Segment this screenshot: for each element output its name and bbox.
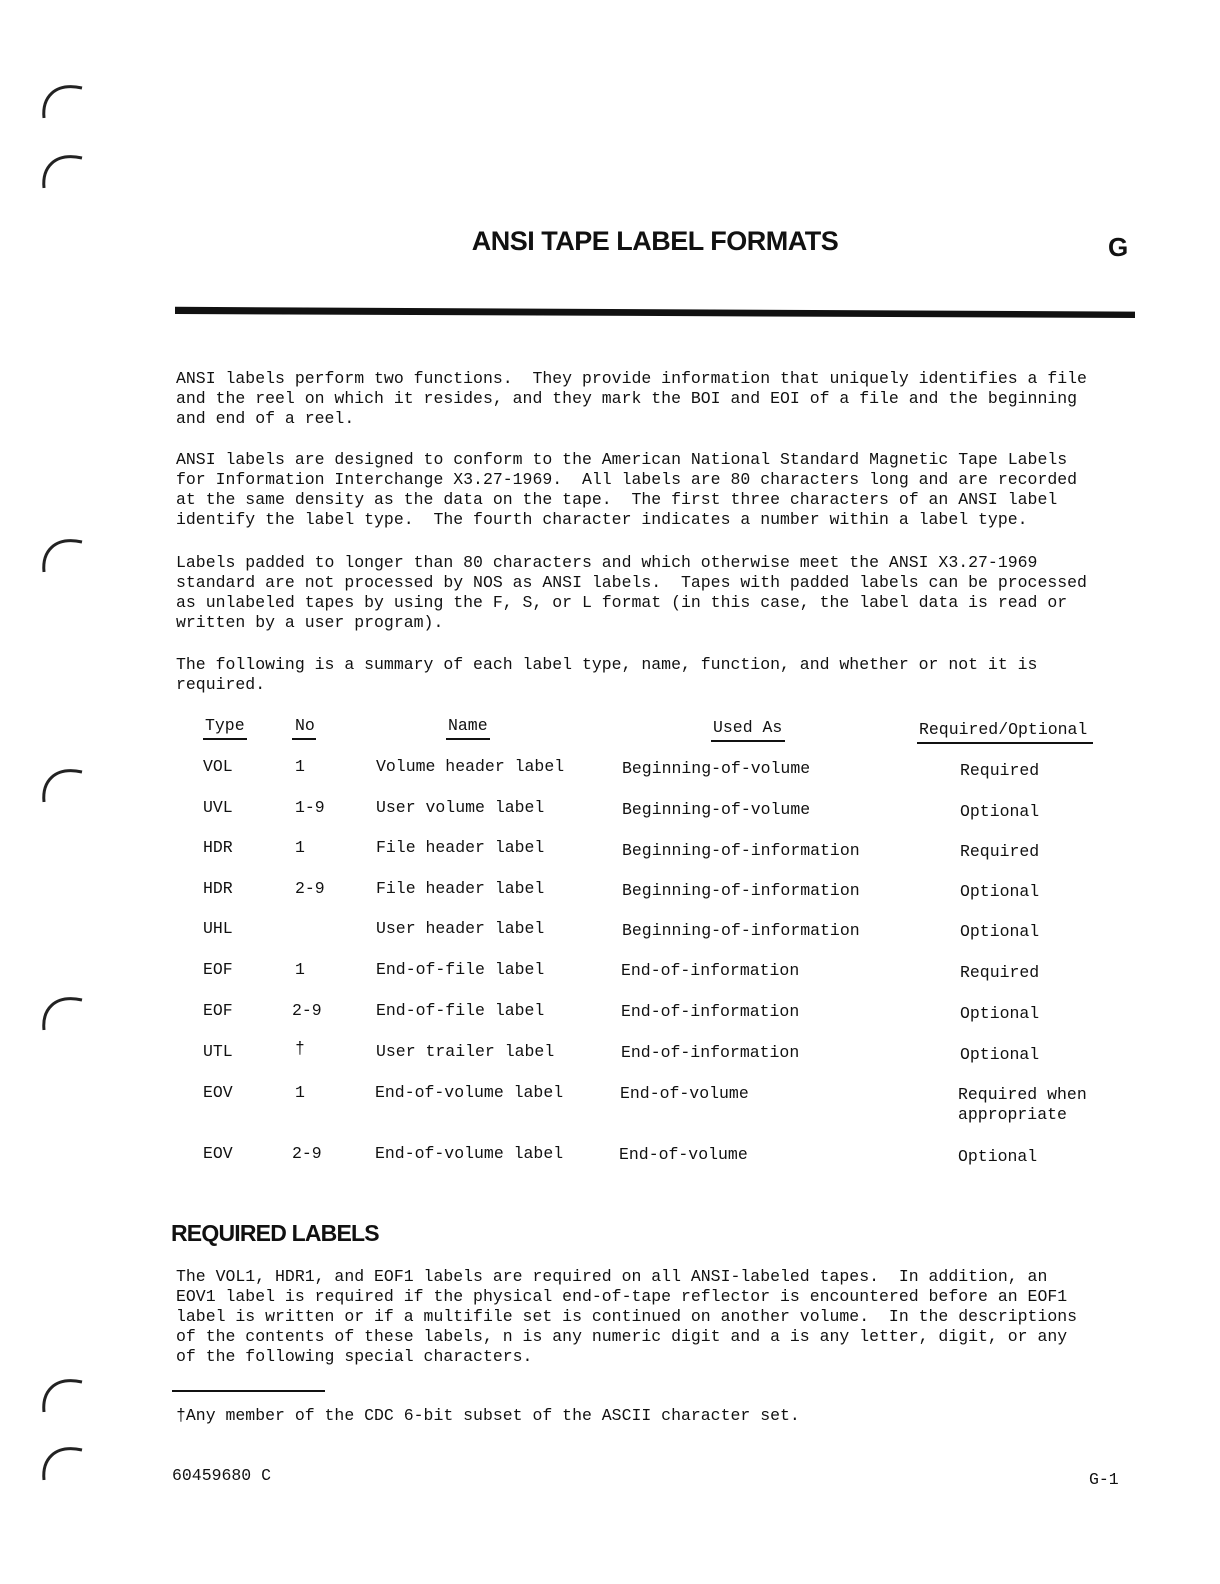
paragraph-required-labels: The VOL1, HDR1, and EOF1 labels are required on all ANSI-labeled tapes. In addition, an EOV1 label is required if the physical end-of-tape reflector is encountered before an EOF1 label is written or if a multifile set is continued on another volume. In the descriptions of the contents of these labels, n is any numeric digit and a is any letter, digit, or any of the following special characters. <box>176 1267 1078 1366</box>
column-header-required-optional: Required/Optional <box>919 720 1088 739</box>
header-underline <box>917 742 1093 744</box>
binder-hole-mark <box>38 78 88 122</box>
table-cell-type: EOV <box>203 1083 233 1102</box>
table-cell-no: 1 <box>295 1083 305 1102</box>
table-cell-type: UVL <box>203 798 233 817</box>
document-number: 60459680 C <box>172 1466 272 1485</box>
table-cell-required: Optional <box>960 1045 1040 1064</box>
table-cell-name: End-of-volume label <box>375 1144 564 1163</box>
table-cell-required: Optional <box>960 882 1040 901</box>
binder-hole-mark <box>38 1440 88 1484</box>
table-cell-required: Required <box>960 963 1040 982</box>
paragraph-summary-intro: The following is a summary of each label type, name, function, and whether or not it is required. <box>176 655 1038 694</box>
table-cell-type: HDR <box>203 838 233 857</box>
page-number: G-1 <box>1089 1470 1119 1489</box>
header-underline <box>292 738 316 740</box>
binder-hole-mark <box>38 1372 88 1416</box>
table-cell-name: File header label <box>376 838 545 857</box>
page-title: ANSI TAPE LABEL FORMATS <box>471 226 839 256</box>
column-header-name: Name <box>448 716 488 735</box>
table-cell-required: Optional <box>960 1004 1040 1023</box>
title-rule <box>175 302 1135 318</box>
table-cell-type: EOF <box>203 1001 233 1020</box>
table-cell-no: 2-9 <box>292 1001 322 1020</box>
table-cell-name: End-of-file label <box>376 960 545 979</box>
table-cell-no: 1 <box>295 838 305 857</box>
footnote-rule <box>172 1390 325 1392</box>
table-cell-type: EOF <box>203 960 233 979</box>
column-header-no: No <box>295 716 315 735</box>
paragraph-intro: ANSI labels perform two functions. They provide information that uniquely identifies a file and the reel on which it resides, and they mark the BOI and EOI of a file and the beginning and end of a reel. <box>176 369 1087 428</box>
paragraph-padded-labels: Labels padded to longer than 80 characters and which otherwise meet the ANSI X3.27-1969 standard are not processed by NOS as ANSI labels. Tapes with padded labels can be processed as unlabeled tapes by using the F, S, or L format (in this case, the label data is read or written by a user program). <box>176 553 1087 632</box>
binder-hole-mark <box>38 762 88 806</box>
table-cell-name: End-of-file label <box>376 1001 545 1020</box>
table-cell-name: User trailer label <box>376 1042 555 1061</box>
table-cell-used-as: End-of-information <box>621 1043 800 1062</box>
table-cell-type: VOL <box>203 757 233 776</box>
table-cell-no: 1 <box>295 757 305 776</box>
binder-hole-mark <box>38 148 88 192</box>
table-cell-used-as: End-of-information <box>621 961 800 980</box>
table-cell-name: User header label <box>376 919 545 938</box>
header-underline <box>203 738 247 740</box>
section-heading: REQUIRED LABELS <box>171 1220 379 1246</box>
table-cell-no: 2-9 <box>292 1144 322 1163</box>
table-cell-used-as: Beginning-of-volume <box>622 800 811 819</box>
table-cell-name: File header label <box>376 879 545 898</box>
binder-hole-mark <box>38 990 88 1034</box>
table-cell-required: Optional <box>958 1147 1038 1166</box>
column-header-type: Type <box>205 716 245 735</box>
table-cell-type: EOV <box>203 1144 233 1163</box>
table-cell-no: 2-9 <box>295 879 325 898</box>
table-cell-used-as: Beginning-of-information <box>622 881 860 900</box>
table-cell-required: Optional <box>960 802 1040 821</box>
header-underline <box>711 740 785 742</box>
binder-hole-mark <box>38 532 88 576</box>
table-cell-used-as: End-of-information <box>621 1002 800 1021</box>
table-cell-name: User volume label <box>376 798 545 817</box>
table-cell-used-as: End-of-volume <box>619 1145 748 1164</box>
paragraph-standard: ANSI labels are designed to conform to the American National Standard Magnetic Tape Labels for Information Interchange X3.27-1969. All labels are 80 characters long and are recorded at the same density as the data on the tape. The first three characters of an ANSI label identify the label type. The fourth character indicates a number within a label type. <box>176 450 1078 529</box>
table-cell-required: Required <box>960 761 1040 780</box>
table-cell-type: UHL <box>203 919 233 938</box>
table-cell-used-as: End-of-volume <box>620 1084 749 1103</box>
table-cell-required: Optional <box>960 922 1040 941</box>
table-cell-name: End-of-volume label <box>375 1083 564 1102</box>
table-cell-required: Required <box>960 842 1040 861</box>
table-cell-used-as: Beginning-of-volume <box>622 759 811 778</box>
table-cell-required: Required when appropriate <box>958 1085 1087 1124</box>
table-cell-used-as: Beginning-of-information <box>622 921 860 940</box>
footnote: †Any member of the CDC 6-bit subset of the ASCII character set. <box>176 1406 800 1425</box>
table-cell-no: 1-9 <box>295 798 325 817</box>
header-underline <box>446 738 490 740</box>
table-cell-used-as: Beginning-of-information <box>622 841 860 860</box>
table-cell-type: HDR <box>203 879 233 898</box>
table-cell-no: † <box>295 1039 305 1058</box>
table-cell-name: Volume header label <box>376 757 565 776</box>
column-header-used-as: Used As <box>713 718 783 737</box>
table-cell-type: UTL <box>203 1042 233 1061</box>
appendix-letter: G <box>1108 232 1129 262</box>
table-cell-no: 1 <box>295 960 305 979</box>
